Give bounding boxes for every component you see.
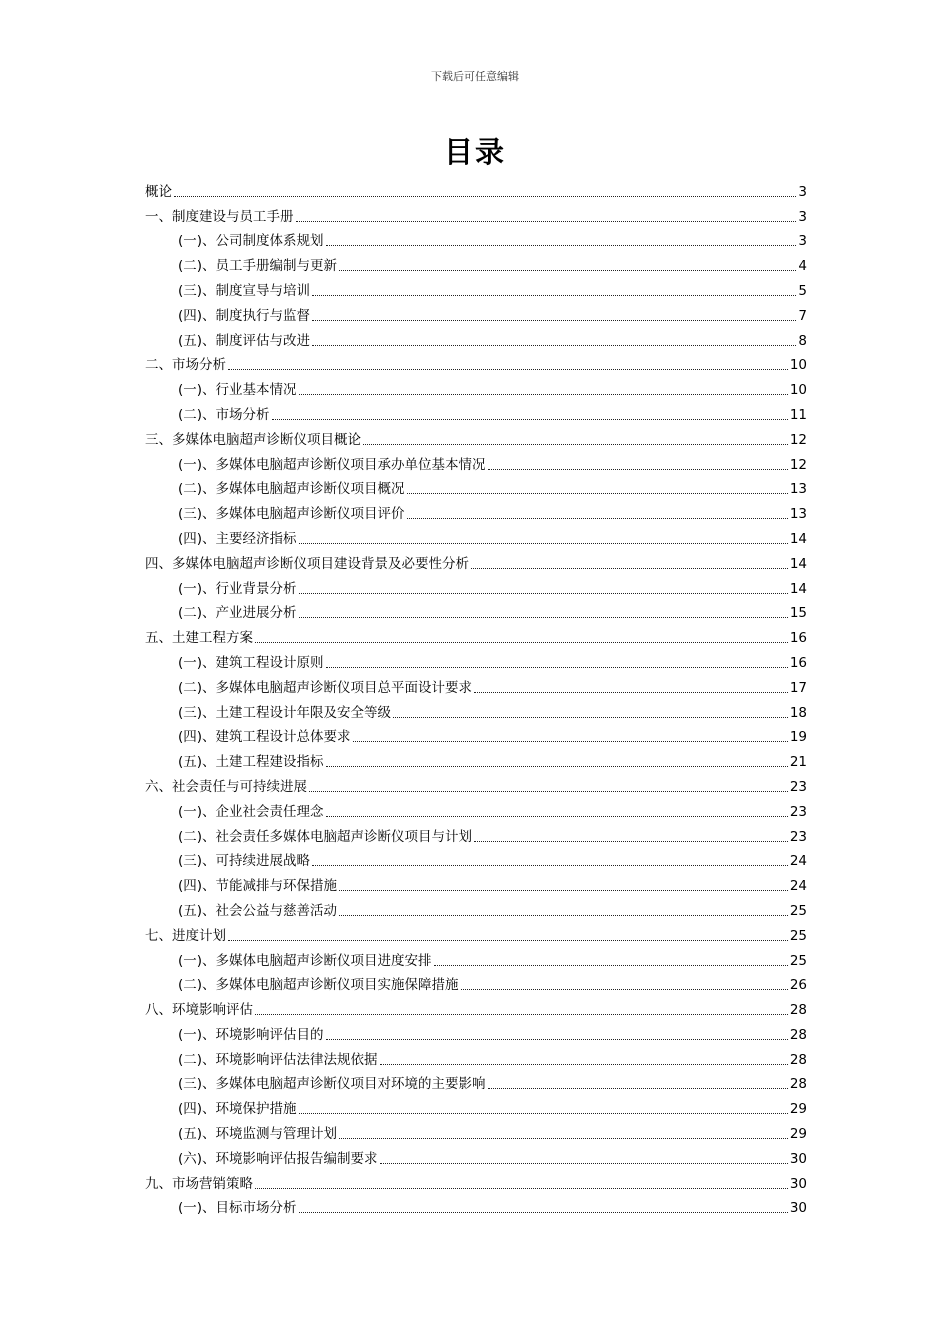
toc-entry-page: 14	[789, 555, 807, 572]
toc-entry[interactable]	[145, 697, 807, 722]
toc-entry-page: 10	[789, 357, 807, 374]
toc-entry-label: (三)、土建工程设计年限及安全等级	[178, 704, 392, 721]
toc-entry-label: (二)、多媒体电脑超声诊断仪项目总平面设计要求	[178, 679, 473, 696]
toc-dot-leader	[312, 865, 788, 866]
toc-entry[interactable]	[145, 1193, 807, 1218]
toc-dot-leader	[309, 791, 788, 792]
toc-entry-page: 29	[789, 1126, 807, 1143]
toc-entry[interactable]	[145, 920, 807, 945]
toc-dot-leader	[299, 394, 788, 395]
toc-entry-label: 八、环境影响评估	[145, 1002, 253, 1019]
table-of-contents	[145, 176, 807, 1217]
toc-dot-leader	[299, 1113, 788, 1114]
toc-entry-label: (一)、多媒体电脑超声诊断仪项目承办单位基本情况	[178, 456, 486, 473]
toc-entry-page: 23	[789, 828, 807, 845]
toc-dot-leader	[255, 1188, 788, 1189]
toc-entry-label: (一)、行业基本情况	[178, 382, 297, 399]
toc-entry[interactable]	[145, 796, 807, 821]
toc-entry[interactable]	[145, 895, 807, 920]
toc-entry-page: 3	[798, 233, 807, 250]
toc-entry[interactable]	[145, 945, 807, 970]
toc-dot-leader	[326, 766, 788, 767]
toc-entry[interactable]	[145, 300, 807, 325]
toc-dot-leader	[228, 369, 788, 370]
toc-dot-leader	[228, 940, 788, 941]
toc-dot-leader	[380, 1163, 788, 1164]
toc-dot-leader	[363, 444, 788, 445]
toc-dot-leader	[434, 965, 788, 966]
toc-dot-leader	[488, 469, 788, 470]
toc-dot-leader	[326, 1039, 788, 1040]
toc-entry-page: 28	[789, 1051, 807, 1068]
toc-dot-leader	[380, 1064, 788, 1065]
toc-dot-leader	[299, 1212, 788, 1213]
toc-dot-leader	[326, 245, 797, 246]
toc-entry-label: 九、市场营销策略	[145, 1175, 253, 1192]
toc-entry-page: 8	[798, 332, 807, 349]
header-note: 下载后可任意编辑	[431, 70, 519, 83]
toc-dot-leader	[255, 1014, 788, 1015]
toc-dot-leader	[461, 989, 788, 990]
toc-entry-label: (五)、土建工程建设指标	[178, 754, 324, 771]
toc-entry-page: 12	[789, 431, 807, 448]
toc-entry-page: 4	[798, 258, 807, 275]
toc-entry[interactable]	[145, 1168, 807, 1193]
toc-entry-page: 30	[789, 1150, 807, 1167]
toc-dot-leader	[474, 692, 788, 693]
toc-entry-page: 30	[789, 1200, 807, 1217]
toc-entry-label: (四)、节能减排与环保措施	[178, 878, 338, 895]
toc-entry-page: 5	[798, 282, 807, 299]
toc-entry-label: (四)、环境保护措施	[178, 1101, 297, 1118]
toc-dot-leader	[393, 717, 788, 718]
toc-entry[interactable]	[145, 722, 807, 747]
toc-entry[interactable]	[145, 201, 807, 226]
toc-dot-leader	[312, 295, 796, 296]
toc-entry[interactable]	[145, 275, 807, 300]
toc-dot-leader	[299, 593, 788, 594]
toc-entry-label: 二、市场分析	[145, 357, 226, 374]
toc-entry-page: 15	[789, 605, 807, 622]
toc-entry-label: (四)、主要经济指标	[178, 530, 297, 547]
toc-entry-page: 3	[798, 208, 807, 225]
toc-dot-leader	[339, 270, 796, 271]
toc-entry-page: 21	[789, 754, 807, 771]
toc-entry[interactable]	[145, 226, 807, 251]
toc-entry-label: (二)、市场分析	[178, 406, 270, 423]
toc-entry[interactable]	[145, 474, 807, 499]
toc-entry[interactable]	[145, 374, 807, 399]
toc-entry-label: (五)、社会公益与慈善活动	[178, 902, 338, 919]
toc-entry-label: (三)、多媒体电脑超声诊断仪项目对环境的主要影响	[178, 1076, 486, 1093]
toc-entry-page: 23	[789, 778, 807, 795]
toc-entry[interactable]	[145, 771, 807, 796]
toc-entry-page: 10	[789, 382, 807, 399]
toc-dot-leader	[407, 518, 788, 519]
toc-entry-label: (六)、环境影响评估报告编制要求	[178, 1150, 378, 1167]
toc-entry-page: 28	[789, 1002, 807, 1019]
toc-entry[interactable]	[145, 994, 807, 1019]
toc-entry-label: 一、制度建设与员工手册	[145, 208, 294, 225]
toc-entry[interactable]	[145, 846, 807, 871]
toc-entry-label: (二)、社会责任多媒体电脑超声诊断仪项目与计划	[178, 828, 473, 845]
toc-dot-leader	[272, 419, 788, 420]
toc-dot-leader	[407, 493, 788, 494]
toc-entry-label: (二)、多媒体电脑超声诊断仪项目概况	[178, 481, 405, 498]
toc-entry-label: (三)、制度宣导与培训	[178, 282, 311, 299]
toc-entry-page: 16	[789, 630, 807, 647]
toc-entry-page: 25	[789, 927, 807, 944]
toc-entry-page: 24	[789, 878, 807, 895]
toc-dot-leader	[339, 890, 788, 891]
toc-entry[interactable]	[145, 821, 807, 846]
toc-entry-page: 26	[789, 977, 807, 994]
toc-entry[interactable]	[145, 1044, 807, 1069]
toc-entry-page: 23	[789, 803, 807, 820]
toc-entry-label: 五、土建工程方案	[145, 630, 253, 647]
toc-entry[interactable]	[145, 1093, 807, 1118]
toc-entry-page: 19	[789, 729, 807, 746]
toc-entry-label: 四、多媒体电脑超声诊断仪项目建设背景及必要性分析	[145, 555, 469, 572]
toc-entry-page: 25	[789, 902, 807, 919]
toc-entry[interactable]	[145, 176, 807, 201]
toc-dot-leader	[353, 741, 788, 742]
toc-dot-leader	[174, 196, 796, 197]
toc-entry[interactable]	[145, 1118, 807, 1143]
toc-dot-leader	[299, 617, 788, 618]
toc-entry-page: 14	[789, 530, 807, 547]
toc-entry-page: 25	[789, 952, 807, 969]
toc-entry[interactable]	[145, 498, 807, 523]
toc-entry-label: 六、社会责任与可持续进展	[145, 778, 307, 795]
toc-entry-page: 28	[789, 1076, 807, 1093]
toc-entry[interactable]	[145, 622, 807, 647]
toc-entry[interactable]	[145, 672, 807, 697]
toc-dot-leader	[312, 320, 796, 321]
page-title: 目录	[443, 135, 506, 169]
toc-dot-leader	[326, 816, 788, 817]
toc-entry-page: 13	[789, 481, 807, 498]
toc-entry-label: (一)、多媒体电脑超声诊断仪项目进度安排	[178, 952, 432, 969]
toc-entry[interactable]	[145, 449, 807, 474]
toc-entry-page: 17	[789, 679, 807, 696]
toc-entry[interactable]	[145, 746, 807, 771]
toc-entry-label: (一)、企业社会责任理念	[178, 803, 324, 820]
toc-entry[interactable]	[145, 870, 807, 895]
toc-entry[interactable]	[145, 1019, 807, 1044]
toc-entry[interactable]	[145, 573, 807, 598]
toc-entry[interactable]	[145, 325, 807, 350]
toc-entry-page: 12	[789, 456, 807, 473]
toc-entry-page: 11	[789, 406, 807, 423]
toc-entry[interactable]	[145, 598, 807, 623]
toc-entry-label: (二)、环境影响评估法律法规依据	[178, 1051, 378, 1068]
toc-entry-label: (四)、建筑工程设计总体要求	[178, 729, 351, 746]
toc-entry-label: (三)、多媒体电脑超声诊断仪项目评价	[178, 506, 405, 523]
toc-entry[interactable]	[145, 523, 807, 548]
toc-entry-page: 18	[789, 704, 807, 721]
toc-entry[interactable]	[145, 1143, 807, 1168]
toc-entry-label: (一)、环境影响评估目的	[178, 1026, 324, 1043]
toc-entry[interactable]	[145, 424, 807, 449]
toc-entry-label: (五)、环境监测与管理计划	[178, 1126, 338, 1143]
toc-entry-page: 3	[798, 183, 807, 200]
toc-entry-page: 28	[789, 1026, 807, 1043]
toc-entry[interactable]	[145, 647, 807, 672]
toc-entry-label: 七、进度计划	[145, 927, 226, 944]
toc-entry-label: (二)、产业进展分析	[178, 605, 297, 622]
toc-entry-page: 13	[789, 506, 807, 523]
toc-dot-leader	[299, 543, 788, 544]
toc-entry-label: 概论	[145, 183, 172, 200]
toc-entry-page: 29	[789, 1101, 807, 1118]
toc-entry-label: (一)、公司制度体系规划	[178, 233, 324, 250]
toc-entry[interactable]	[145, 399, 807, 424]
toc-entry[interactable]	[145, 250, 807, 275]
toc-dot-leader	[471, 568, 788, 569]
toc-entry-label: (一)、行业背景分析	[178, 580, 297, 597]
toc-dot-leader	[255, 642, 788, 643]
toc-entry-page: 16	[789, 654, 807, 671]
toc-dot-leader	[488, 1088, 788, 1089]
toc-dot-leader	[474, 841, 788, 842]
toc-entry-page: 7	[798, 307, 807, 324]
toc-entry-label: (二)、员工手册编制与更新	[178, 258, 338, 275]
toc-entry-label: (一)、建筑工程设计原则	[178, 654, 324, 671]
toc-dot-leader	[312, 345, 796, 346]
toc-entry-page: 14	[789, 580, 807, 597]
toc-dot-leader	[339, 1138, 788, 1139]
toc-entry-page: 30	[789, 1175, 807, 1192]
toc-entry-page: 24	[789, 853, 807, 870]
toc-dot-leader	[296, 221, 797, 222]
toc-entry[interactable]	[145, 1069, 807, 1094]
toc-entry[interactable]	[145, 970, 807, 995]
toc-entry[interactable]	[145, 350, 807, 375]
toc-entry-label: (二)、多媒体电脑超声诊断仪项目实施保障措施	[178, 977, 459, 994]
toc-entry-label: (三)、可持续进展战略	[178, 853, 311, 870]
toc-entry-label: (四)、制度执行与监督	[178, 307, 311, 324]
toc-entry-label: 三、多媒体电脑超声诊断仪项目概论	[145, 431, 361, 448]
toc-entry-label: (五)、制度评估与改进	[178, 332, 311, 349]
toc-entry-label: (一)、目标市场分析	[178, 1200, 297, 1217]
toc-entry[interactable]	[145, 548, 807, 573]
toc-dot-leader	[339, 915, 788, 916]
toc-dot-leader	[326, 667, 788, 668]
